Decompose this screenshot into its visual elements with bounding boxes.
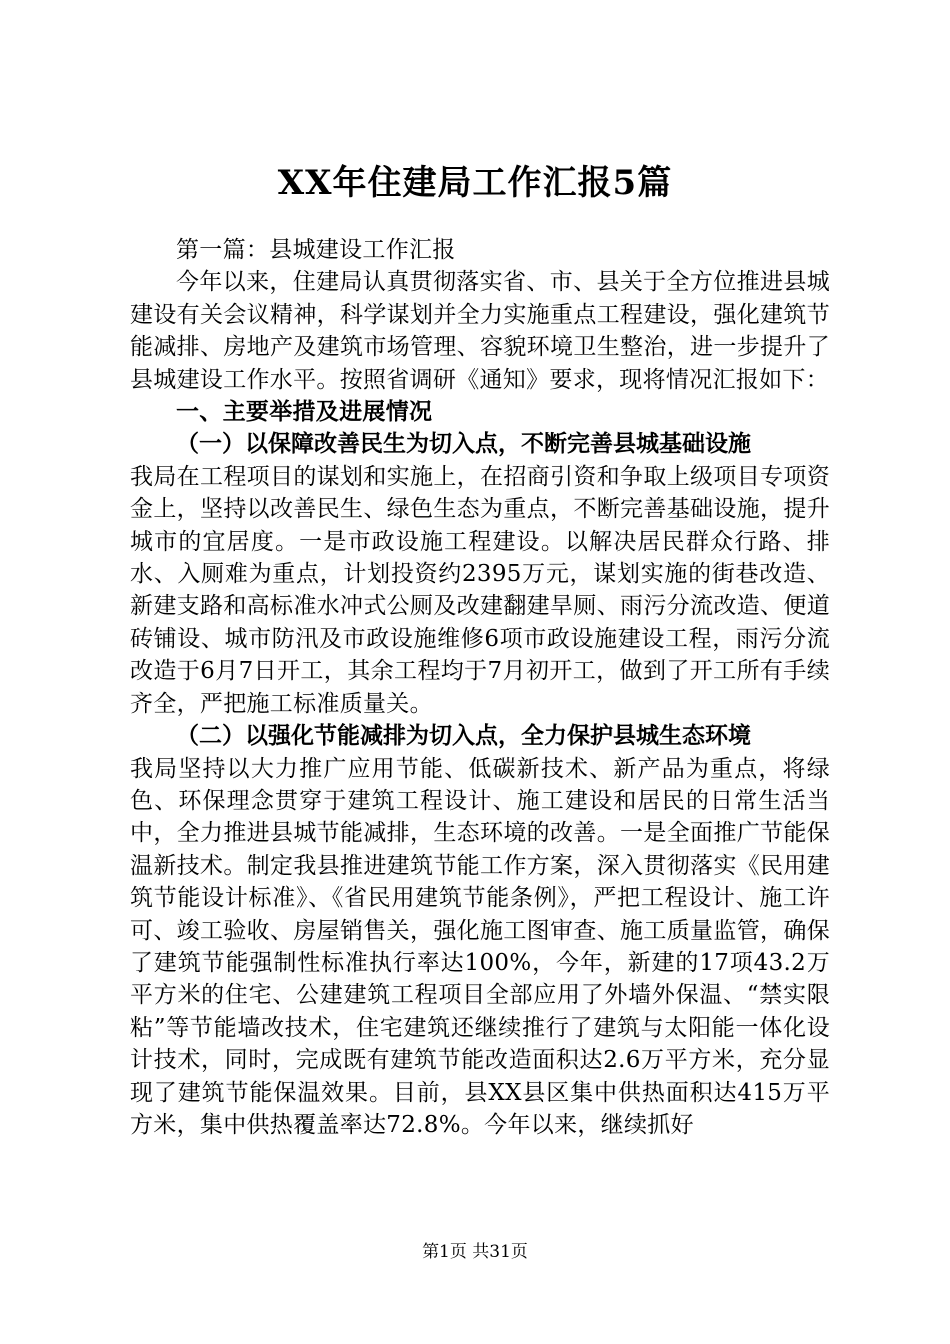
paragraph-subsection-1: 我局在工程项目的谋划和实施上，在招商引资和争取上级项目专项资金上，坚持以改善民生、绿色生态为重点，不断完善基础设施，提升城市的宜居度。一是市政设施工程建设。以解决居民群众行路、排水、入厕难为重点，计划投资约2395万元，谋划实施的街巷改造、新建支路和高标准水冲式公厕及改建翻建旱厕、雨污分流改造、便道砖铺设、城市防汛及市政设施维修6项市政设施建设工程，雨污分流改造于6月7日开工，其余工程均于7月初开工，做到了开工所有手续齐全，严把施工标准质量关。: [130, 463, 830, 717]
heading-subsection-2: （二）以强化节能减排为切入点，全力保护县城生态环境: [176, 723, 751, 750]
document-body: [130, 234, 830, 1141]
paragraph-subsection-2: 我局坚持以大力推广应用节能、低碳新技术、新产品为重点，将绿色、环保理念贯穿于建筑工程设计、施工建设和居民的日常生活当中，全力推进县城节能减排，生态环境的改善。一是全面推广节能保温新技术。制定我县推进建筑节能工作方案，深入贯彻落实《民用建筑节能设计标准》、《省民用建筑节能条例》，严把工程设计、施工许可、竣工验收、房屋销售关，强化施工图审查、施工质量监管，确保了建筑节能强制性标准执行率达100%，今年，新建的17项43.2万平方米的住宅、公建建筑工程项目全部应用了外墙外保温、“禁实限粘”等节能墙改技术，住宅建筑还继续推行了建筑与太阳能一体化设计技术，同时，完成既有建筑节能改造面积达2.6万平方米，充分显现了建筑节能保温效果。目前，县XX县区集中供热面积达415万平方米，集中供热覆盖率达72.8%。今年以来，继续抓好: [130, 755, 830, 1138]
section-heading-part-one: 第一篇：县城建设工作汇报: [176, 237, 456, 263]
page-footer: 第1页 共31页: [422, 1242, 528, 1262]
intro-paragraph: 今年以来，住建局认真贯彻落实省、市、县关于全方位推进县城建设有关会议精神，科学谋划并全力实施重点工程建设，强化建筑节能减排、房地产及建筑市场管理、容貌环境卫生整治，进一步提升了县城建设工作水平。按照省调研《通知》要求，现将情况汇报如下：: [130, 269, 830, 393]
document-title: XX年住建局工作汇报5篇: [277, 163, 673, 203]
heading-main-measures: 一、主要举措及进展情况: [176, 399, 433, 426]
heading-subsection-1: （一）以保障改善民生为切入点，不断完善县城基础设施: [176, 431, 751, 458]
